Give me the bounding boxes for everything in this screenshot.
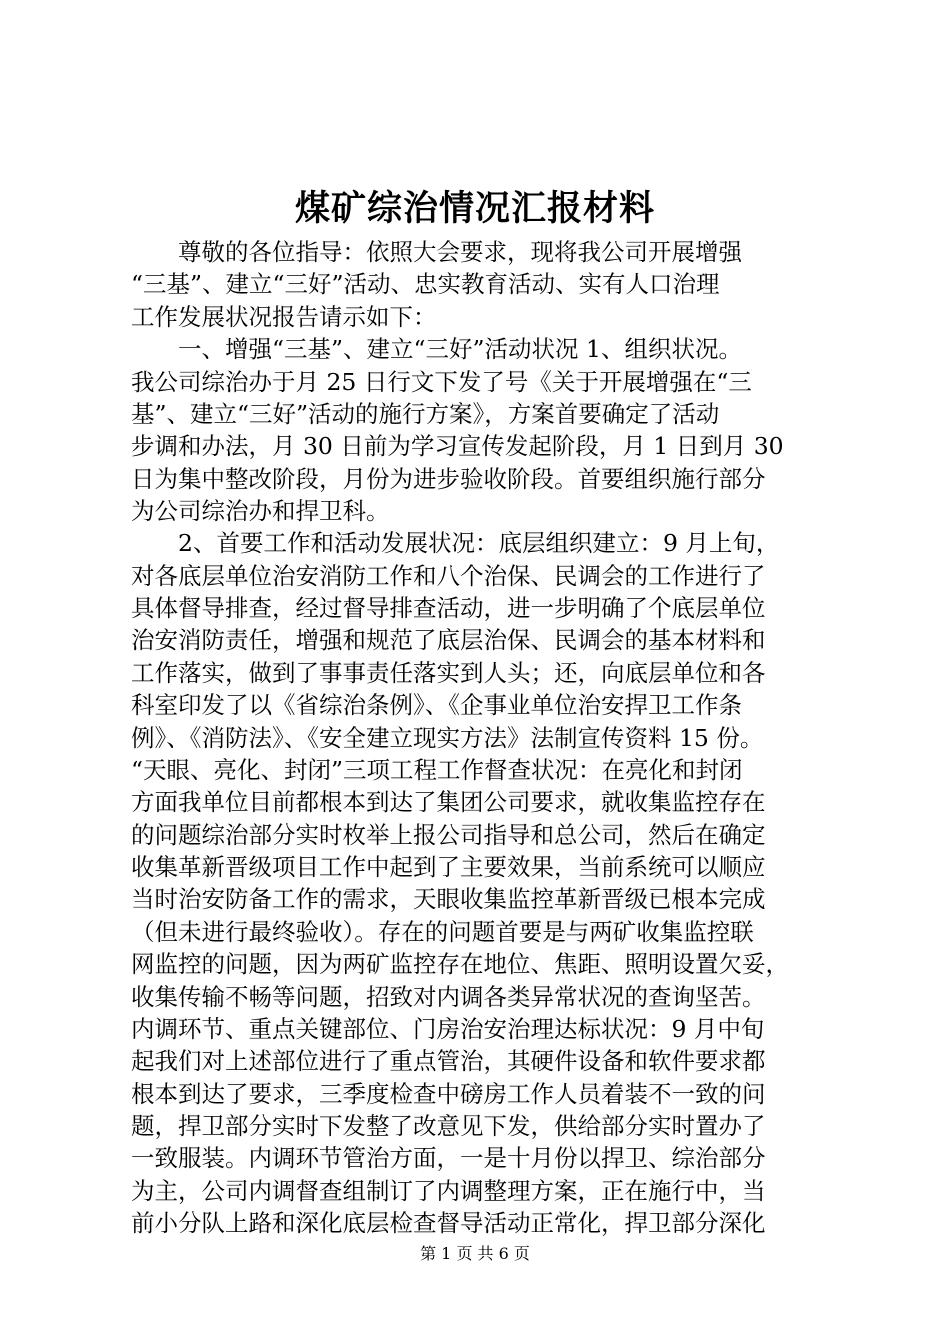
page-footer: 第 1 页 共 6 页: [420, 1244, 530, 1263]
body-text-line: 起我们对上述部位进行了重点管治，其硬件设备和软件要求都: [131, 1047, 766, 1076]
body-text-line: 为主，公司内调督查组制订了内调整理方案，正在施行中，当: [131, 1176, 766, 1205]
body-text-line: 日为集中整改阶段，月份为进步验收阶段。首要组织施行部分: [131, 464, 766, 493]
body-text-line: 一致服装。内调环节管治方面，一是十月份以捍卫、综治部分: [131, 1144, 766, 1173]
body-text-line: 内调环节、重点关键部位、门房治安治理达标状况：9 月中旬: [131, 1014, 765, 1043]
body-text-line: 步调和办法，月 30 日前为学习宣传发起阶段，月 1 日到月 30: [131, 432, 784, 461]
body-text-line: 方面我单位目前都根本到达了集团公司要求，就收集监控存在: [131, 788, 766, 817]
body-text-line: 网监控的问题，因为两矿监控存在地位、焦距、照明设置欠妥，: [131, 950, 789, 979]
body-text-line: （但未进行最终验收）。存在的问题首要是与两矿收集监控联: [131, 917, 754, 946]
body-text-line: 例》、《消防法》、《安全建立现实方法》法制宣传资料 15 份。: [131, 723, 764, 752]
body-text-line: 治安消防责任，增强和规范了底层治保、民调会的基本材料和: [131, 626, 766, 655]
body-text-line: 为公司综治办和捍卫科。: [131, 497, 390, 525]
body-text-line: “天眼、亮化、封闭”三项工程工作督查状况：在亮化和封闭: [131, 755, 743, 784]
body-text-line: 根本到达了要求，三季度检查中磅房工作人员着装不一致的问: [131, 1079, 766, 1108]
body-text-line: 2、首要工作和活动发展状况：底层组织建立：9 月上旬，: [131, 529, 780, 558]
body-text-line: 收集传输不畅等问题，招致对内调各类异常状况的查询坚苦。: [131, 982, 766, 1011]
body-text-line: 具体督导排查，经过督导排查活动，进一步明确了个底层单位: [131, 594, 766, 623]
body-text-line: 的问题综治部分实时枚举上报公司指导和总公司，然后在确定: [131, 820, 766, 849]
body-text-line: 当时治安防备工作的需求，天眼收集监控革新晋级已根本完成: [131, 885, 766, 914]
body-text-line: 工作落实，做到了事事责任落实到人头；还，向底层单位和各: [131, 658, 766, 687]
body-text-line: 基”、建立“三好”活动的施行方案》，方案首要确定了活动: [131, 399, 720, 428]
body-text-line: 我公司综治办于月 25 日行文下发了号《关于开展增强在“三: [131, 367, 752, 396]
body-text-line: 工作发展状况报告请示如下：: [131, 302, 437, 331]
body-text-line: 一、增强“三基”、建立“三好”活动状况 1、组织状况。: [131, 335, 742, 364]
body-text-line: 科室印发了以《省综治条例》、《企事业单位治安捍卫工作条: [131, 691, 742, 720]
document-title: 煤矿综治情况汇报材料: [294, 188, 655, 229]
body-text-line: 收集革新晋级项目工作中起到了主要效果，当前系统可以顺应: [131, 853, 766, 881]
body-text-line: 题，捍卫部分实时下发整了改意见下发，供给部分实时置办了: [131, 1112, 766, 1140]
body-text-line: 尊敬的各位指导：依照大会要求，现将我公司开展增强: [131, 238, 742, 266]
body-text-line: 前小分队上路和深化底层检查督导活动正常化，捍卫部分深化: [131, 1209, 766, 1238]
body-text-line: “三基”、建立“三好”活动、忠实教育活动、实有人口治理: [131, 270, 720, 299]
body-text-line: 对各底层单位治安消防工作和八个治保、民调会的工作进行了: [131, 561, 766, 590]
